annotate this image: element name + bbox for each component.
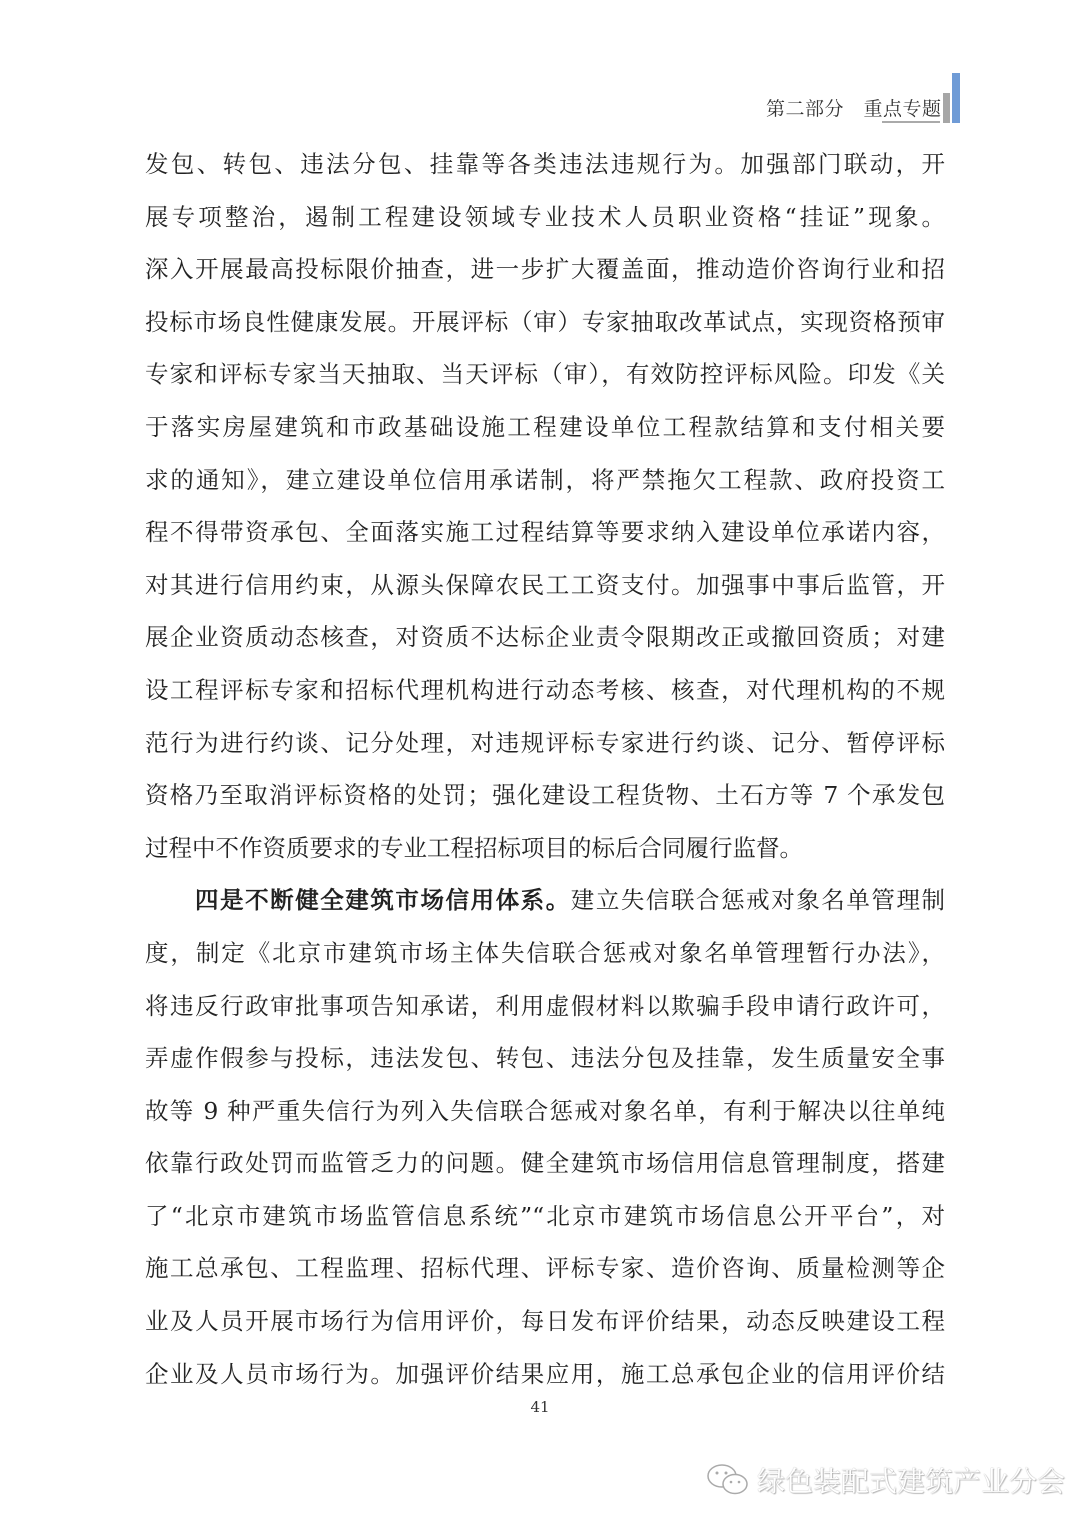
text-line: 过程中不作资质要求的专业工程招标项目的标后合同履行监督。	[145, 833, 803, 862]
body-text	[145, 144, 945, 1406]
watermark-text: 绿色装配式建筑产业分会	[757, 1465, 1066, 1498]
text-line: 程不得带资承包、全面落实施工过程结算等要求纳入建设单位承诺内容，	[145, 518, 945, 547]
text-line: 深入开展最高投标限价抽查，进一步扩大覆盖面，推动造价咨询行业和招	[145, 255, 945, 284]
text-line: 了“北京市建筑市场监管信息系统”“北京市建筑市场信息公开平台”，对	[145, 1201, 945, 1230]
text-line	[145, 880, 945, 933]
text-line: 于落实房屋建筑和市政基础设施工程建设单位工程款结算和支付相关要	[145, 412, 945, 441]
text-line: 故等 9 种严重失信行为列入失信联合惩戒对象名单，有利于解决以往单纯	[145, 1096, 945, 1125]
header-rule	[882, 121, 940, 123]
text-line: 范行为进行约谈、记分处理，对违规评标专家进行约谈、记分、暂停评标	[145, 728, 945, 757]
text-line: 对其进行信用约束，从源头保障农民工工资支付。加强事中事后监管，开	[145, 570, 945, 599]
paragraph-1	[145, 144, 945, 880]
text-line: 展企业资质动态核查，对资质不达标企业责令限期改正或撤回资质；对建	[145, 623, 945, 652]
text-line: 依靠行政处罚而监管乏力的问题。健全建筑市场信用信息管理制度，搭建	[145, 1149, 945, 1178]
page-number: 41	[530, 1398, 550, 1416]
text-line: 度，制定《北京市建筑市场主体失信联合惩戒对象名单管理暂行办法》，	[145, 938, 945, 967]
paragraph-2	[145, 880, 945, 1406]
text-line: 将违反行政审批事项告知承诺，利用虚假材料以欺骗手段申请行政许可，	[145, 991, 945, 1020]
text-line: 设工程评标专家和招标代理机构进行动态考核、核查，对代理机构的不规	[145, 675, 945, 704]
header-bar-gray	[943, 93, 950, 123]
text-line: 业及人员开展市场行为信用评价，每日发布评价结果，动态反映建设工程	[145, 1307, 945, 1336]
text-line: 投标市场良性健康发展。开展评标（审）专家抽取改革试点，实现资格预审	[145, 307, 945, 336]
header-bar-blue	[952, 73, 960, 123]
text-line: 发包、转包、违法分包、挂靠等各类违法违规行为。加强部门联动，开	[145, 150, 945, 178]
watermark	[705, 1460, 1065, 1500]
text-span: 建立失信联合惩戒对象名单管理制	[570, 886, 946, 915]
text-line: 企业及人员市场行为。加强评价结果应用，施工总承包企业的信用评价结	[145, 1359, 945, 1388]
text-line: 资格乃至取消评标资格的处罚；强化建设工程货物、土石方等 7 个承发包	[145, 781, 945, 810]
text-line: 求的通知》，建立建设单位信用承诺制，将严禁拖欠工程款、政府投资工	[145, 465, 945, 494]
wechat-icon	[705, 1462, 751, 1498]
text-line: 施工总承包、工程监理、招标代理、评标专家、造价咨询、质量检测等企	[145, 1254, 945, 1283]
paragraph-lead: 四是不断健全建筑市场信用体系。	[195, 886, 571, 915]
section-header: 第二部分 重点专题	[766, 98, 942, 120]
text-line: 弄虚作假参与投标，违法发包、转包、违法分包及挂靠，发生质量安全事	[145, 1044, 945, 1073]
text-line: 专家和评标专家当天抽取、当天评标（审），有效防控评标风险。印发《关	[145, 360, 945, 389]
text-line: 展专项整治，遏制工程建设领域专业技术人员职业资格“挂证”现象。	[145, 202, 945, 231]
